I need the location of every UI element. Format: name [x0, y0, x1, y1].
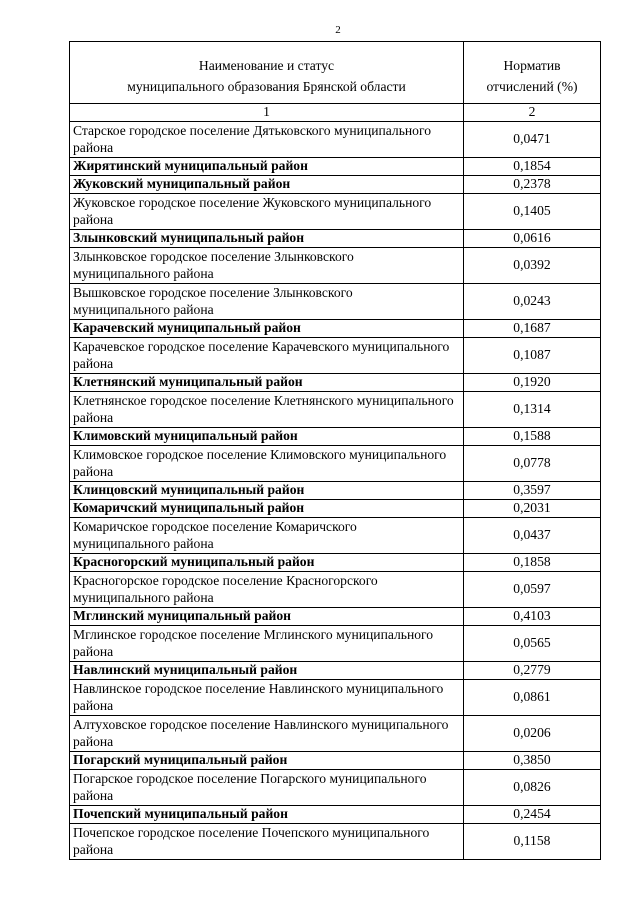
deduction-rate-value: 0,1314 — [513, 401, 551, 417]
municipality-name — [70, 230, 464, 247]
deduction-rate-value: 0,1588 — [513, 428, 551, 444]
municipality-name-line: района — [73, 139, 114, 155]
column-header-rate — [464, 42, 600, 103]
table-row — [70, 122, 600, 158]
municipality-name — [70, 806, 464, 823]
deduction-rate — [464, 752, 600, 769]
deduction-rate — [464, 572, 600, 607]
deduction-rate-value: 0,1087 — [513, 347, 551, 363]
deduction-rate — [464, 176, 600, 193]
municipality-name — [70, 446, 464, 481]
table-row — [70, 158, 600, 176]
deduction-rate — [464, 662, 600, 679]
deduction-rate — [464, 554, 600, 571]
deduction-rate — [464, 428, 600, 445]
deduction-rate-value: 0,0565 — [513, 635, 551, 651]
table-row — [70, 230, 600, 248]
municipality-name-line: района — [73, 463, 114, 479]
municipality-name — [70, 770, 464, 805]
table-row — [70, 572, 600, 608]
deduction-rate-value: 0,0826 — [513, 779, 551, 795]
municipality-name — [70, 482, 464, 499]
municipality-name — [70, 176, 464, 193]
municipality-name — [70, 752, 464, 769]
column-number-text: 1 — [263, 104, 270, 120]
deduction-rate-value: 0,1405 — [513, 203, 551, 219]
table-row — [70, 770, 600, 806]
deduction-rate — [464, 806, 600, 823]
header-name-line: Наименование и статус — [198, 58, 335, 73]
table-row — [70, 662, 600, 680]
municipality-name — [70, 572, 464, 607]
deduction-rate — [464, 284, 600, 319]
table-row — [70, 428, 600, 446]
municipality-name-line: Злынковский муниципальный район — [73, 230, 305, 246]
municipality-name-line: Красногорский муниципальный район — [73, 554, 315, 570]
deduction-rate-value: 0,1920 — [513, 374, 551, 390]
municipality-name-line: Навлинский муниципальный район — [73, 662, 298, 678]
header-name-line: муниципального образования Брянской области — [127, 79, 406, 94]
municipality-name — [70, 122, 464, 157]
municipality-name-line: района — [73, 211, 114, 227]
deduction-rate — [464, 500, 600, 517]
deduction-rate — [464, 680, 600, 715]
deduction-rate-value: 0,1158 — [513, 833, 551, 849]
municipality-name-line: Карачевский муниципальный район — [73, 320, 301, 336]
municipality-name-line: муниципального района — [73, 589, 214, 605]
table-row — [70, 716, 600, 752]
municipality-name-line: Жирятинский муниципальный район — [73, 158, 308, 174]
municipality-name-line: района — [73, 787, 114, 803]
municipality-name-line: муниципального района — [73, 301, 214, 317]
municipality-name — [70, 158, 464, 175]
page-number: 2 — [335, 24, 341, 36]
municipality-name-line: Погарский муниципальный район — [73, 752, 288, 768]
table-row — [70, 194, 600, 230]
deduction-rate — [464, 824, 600, 859]
municipality-name-line: Почепский муниципальный район — [73, 806, 288, 822]
municipality-name — [70, 194, 464, 229]
table-row — [70, 824, 600, 860]
deduction-rate — [464, 716, 600, 751]
deduction-rate — [464, 626, 600, 661]
municipality-name — [70, 518, 464, 553]
table-row — [70, 554, 600, 572]
deduction-rate — [464, 446, 600, 481]
table-row — [70, 446, 600, 482]
table-row — [70, 284, 600, 320]
header-rate-line: отчислений (%) — [486, 79, 578, 94]
deduction-rate — [464, 248, 600, 283]
table-row — [70, 626, 600, 662]
municipality-name-line: Красногорское городское поселение Красногорского — [73, 573, 378, 588]
municipality-name-line: Старское городское поселение Дятьковского муниципального — [73, 123, 432, 138]
deduction-rate — [464, 374, 600, 391]
municipality-name — [70, 320, 464, 337]
table-row — [70, 176, 600, 194]
municipality-name — [70, 338, 464, 373]
municipality-name-line: Клинцовский муниципальный район — [73, 482, 305, 498]
municipality-name — [70, 248, 464, 283]
municipality-name-line: Жуковское городское поселение Жуковского муниципального — [73, 195, 432, 210]
municipality-name-line: Погарское городское поселение Погарского муниципального — [73, 771, 427, 786]
municipality-name-line: Клетнянский муниципальный район — [73, 374, 303, 390]
table-row — [70, 752, 600, 770]
municipality-name-line: Мглинское городское поселение Мглинского муниципального — [73, 627, 434, 642]
deduction-rate-value: 0,0616 — [513, 230, 551, 246]
municipality-name — [70, 662, 464, 679]
table-row — [70, 608, 600, 626]
municipality-name-line: Почепское городское поселение Почепского муниципального — [73, 825, 430, 840]
municipality-name-line: района — [73, 697, 114, 713]
column-number-1 — [70, 104, 464, 121]
municipality-name-line: района — [73, 733, 114, 749]
municipality-name-line: района — [73, 841, 114, 857]
municipality-name — [70, 680, 464, 715]
deduction-rate-value: 0,0437 — [513, 527, 551, 543]
municipality-name — [70, 284, 464, 319]
deduction-rate-value: 0,2779 — [513, 662, 551, 678]
column-header-name — [70, 42, 464, 103]
municipality-name — [70, 626, 464, 661]
municipality-name-line: Комаричское городское поселение Комаричского — [73, 519, 357, 534]
deduction-rate — [464, 338, 600, 373]
deduction-rate — [464, 770, 600, 805]
deduction-rate-value: 0,3597 — [513, 482, 551, 498]
deduction-rate-value: 0,2031 — [513, 500, 551, 516]
table-row — [70, 392, 600, 428]
municipality-name-line: Мглинский муниципальный район — [73, 608, 291, 624]
deduction-rate-value: 0,4103 — [513, 608, 551, 624]
deduction-rate — [464, 482, 600, 499]
table-row — [70, 248, 600, 284]
table-row — [70, 500, 600, 518]
table-row — [70, 374, 600, 392]
deduction-rate — [464, 122, 600, 157]
deduction-rate-value: 0,3850 — [513, 752, 551, 768]
table-row — [70, 806, 600, 824]
deduction-rate-value: 0,0471 — [513, 131, 551, 147]
deduction-rate-value: 0,0392 — [513, 257, 551, 273]
municipality-name — [70, 608, 464, 625]
municipality-name — [70, 554, 464, 571]
deduction-rate — [464, 230, 600, 247]
header-rate-line: Норматив — [503, 58, 561, 73]
deduction-rate — [464, 518, 600, 553]
municipality-name — [70, 428, 464, 445]
table-row — [70, 680, 600, 716]
column-number-2 — [464, 104, 600, 121]
table-row — [70, 338, 600, 374]
municipality-name-line: района — [73, 409, 114, 425]
deduction-rates-table — [69, 41, 601, 860]
deduction-rate-value: 0,0778 — [513, 455, 551, 471]
municipality-name — [70, 716, 464, 751]
deduction-rate-value: 0,2378 — [513, 176, 551, 192]
municipality-name-line: Климовское городское поселение Климовского муниципального — [73, 447, 447, 462]
deduction-rate-value: 0,0206 — [513, 725, 551, 741]
municipality-name-line: Жуковский муниципальный район — [73, 176, 291, 192]
deduction-rate — [464, 194, 600, 229]
table-row — [70, 518, 600, 554]
municipality-name — [70, 374, 464, 391]
deduction-rate — [464, 158, 600, 175]
municipality-name-line: района — [73, 643, 114, 659]
municipality-name-line: Алтуховское городское поселение Навлинского муниципального — [73, 717, 449, 732]
deduction-rate-value: 0,0861 — [513, 689, 551, 705]
deduction-rate-value: 0,0243 — [513, 293, 551, 309]
deduction-rate — [464, 608, 600, 625]
deduction-rate — [464, 392, 600, 427]
deduction-rate-value: 0,1854 — [513, 158, 551, 174]
table-row — [70, 482, 600, 500]
municipality-name-line: Навлинское городское поселение Навлинского муниципального — [73, 681, 444, 696]
column-number-text: 2 — [528, 104, 536, 120]
municipality-name-line: Клетнянское городское поселение Клетнянского муниципального — [73, 393, 454, 408]
municipality-name — [70, 500, 464, 517]
table-header-row — [70, 42, 600, 104]
municipality-name-line: Злынковское городское поселение Злынковского — [73, 249, 354, 264]
municipality-name-line: муниципального района — [73, 535, 214, 551]
table-row — [70, 320, 600, 338]
deduction-rate-value: 0,2454 — [513, 806, 551, 822]
column-number-row — [70, 104, 600, 122]
deduction-rate-value: 0,0597 — [513, 581, 551, 597]
municipality-name — [70, 392, 464, 427]
municipality-name-line: Карачевское городское поселение Карачевского муниципального — [73, 339, 450, 354]
deduction-rate-value: 0,1687 — [513, 320, 551, 336]
municipality-name-line: Комаричский муниципальный район — [73, 500, 305, 516]
municipality-name-line: Климовский муниципальный район — [73, 428, 298, 444]
municipality-name-line: муниципального района — [73, 265, 214, 281]
municipality-name-line: района — [73, 355, 114, 371]
deduction-rate — [464, 320, 600, 337]
deduction-rate-value: 0,1858 — [513, 554, 551, 570]
municipality-name-line: Вышковское городское поселение Злынковского — [73, 285, 353, 300]
municipality-name — [70, 824, 464, 859]
